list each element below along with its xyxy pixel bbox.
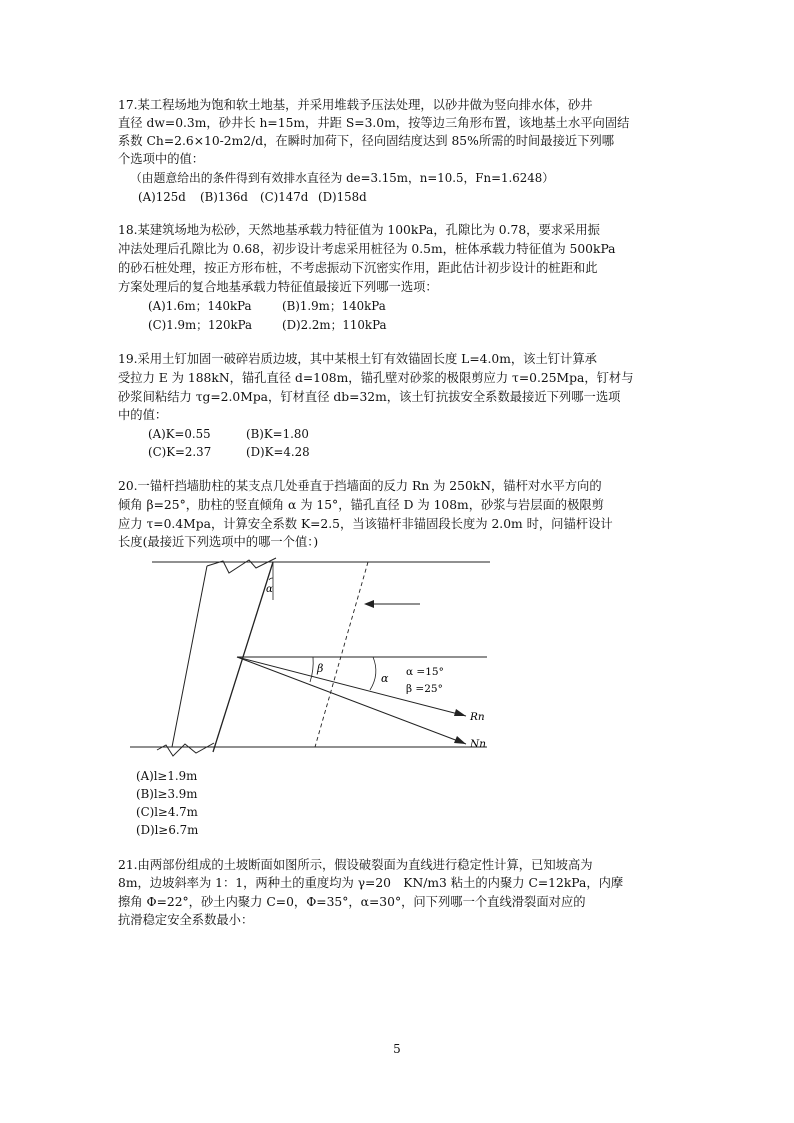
- alpha-top-label: α: [266, 584, 273, 595]
- q20-line-3: 应力 τ=0.4Mpa，计算安全系数 K=2.5，当该锚杆非锚固段长度为 2.0m 时，问锚杆设计: [118, 517, 613, 531]
- alpha-value: α =15°: [406, 666, 444, 678]
- q19-option-b: (B)K=1.80: [246, 427, 309, 441]
- q20-line-2: 倾角 β=25°，肋柱的竖直倾角 α 为 15°，锚孔直径 D 为 108m，砂浆与岩层面的极限剪: [118, 498, 604, 512]
- q20-line-1: 20.一锚杆挡墙肋柱的某支点几处垂直于挡墙面的反力 Rn 为 250kN，锚杆对水平方向的: [118, 479, 602, 493]
- q18-line-2: 冲法处理后孔隙比为 0.68，初步设计考虑采用桩径为 0.5m，桩体承载力特征值为 500kPa: [118, 242, 616, 256]
- q19-line-1: 19.采用土钉加固一破碎岩质边坡，其中某根土钉有效锚固长度 L=4.0m，该土钉计算承: [118, 352, 597, 366]
- nn-label: Nn: [470, 738, 486, 750]
- q18-option-d: (D)2.2m；110kPa: [282, 318, 387, 332]
- q20-option-a: (A)l≥1.9m: [136, 769, 198, 783]
- rn-label: Rn: [470, 711, 485, 723]
- beta-arc: [310, 657, 313, 682]
- q19-option-c: (C)K=2.37: [148, 445, 212, 459]
- q19-option-a: (A)K=0.55: [148, 427, 211, 441]
- q17-option-a: (A)125d: [138, 190, 186, 204]
- q21-line-3: 擦角 Φ=22°，砂土内聚力 C=0，Φ=35°，α=30°，问下列哪一个直线滑裂面对应的: [118, 895, 586, 909]
- force-arrow-head: [364, 600, 374, 608]
- q17-option-b: (B)136d: [200, 190, 248, 204]
- nn-arrow-head: [454, 736, 466, 744]
- alpha-label: α: [381, 672, 389, 685]
- q20-option-d: (D)l≥6.7m: [136, 823, 199, 837]
- q18-option-b: (B)1.9m；140kPa: [282, 299, 386, 313]
- q19-line-3: 砂浆间粘结力 τg=2.0Mpa，钉材直径 db=32m，该土钉抗拔安全系数最接近下列哪一选项: [118, 390, 621, 404]
- wall-bottom-break: [157, 743, 214, 756]
- q20-option-b: (B)l≥3.9m: [136, 787, 198, 801]
- q21-line-2: 8m，边坡斜率为 1：1，两种土的重度均为 γ=20 KN/m3 粘土的内聚力 C=12kPa，内摩: [118, 876, 624, 890]
- q18-line-4: 方案处理后的复合地基承载力特征值最接近下列哪一选项：: [118, 280, 438, 294]
- q20-option-c: (C)l≥4.7m: [136, 805, 198, 819]
- rn-arrow-head: [454, 709, 466, 716]
- q19-line-4: 中的值：: [118, 408, 168, 422]
- q17-line-1: 17.某工程场地为饱和软土地基，并采用堆载予压法处理，以砂井做为竖向排水体，砂井: [118, 98, 593, 112]
- q18-option-c: (C)1.9m；120kPa: [148, 318, 253, 332]
- q21-line-1: 21.由两部份组成的土坡断面如图所示，假设破裂面为直线进行稳定性计算，已知坡高为: [118, 858, 593, 872]
- q18-line-3: 的砂石桩处理，按正方形布桩，不考虑振动下沉密实作用，距此估计初步设计的桩距和此: [118, 261, 598, 275]
- q18-option-a: (A)1.6m；140kPa: [148, 299, 252, 313]
- q19-line-2: 受拉力 E 为 188kN，锚孔直径 d=108m，锚孔壁对砂浆的极限剪应力 τ=0.25Mpa，钉材与: [118, 371, 634, 385]
- beta-label: β: [317, 662, 324, 675]
- alpha-arc: [370, 657, 376, 690]
- q17-line-2: 直径 dw=0.3m，砂井长 h=15m，井距 S=3.0m，按等边三角形布置，该地基土水平向固结: [118, 116, 630, 130]
- wall-left-face: [172, 566, 207, 747]
- q17-line-3: 系数 Ch=2.6×10-2m2/d，在瞬时加荷下，径向固结度达到 85%所需的时间最接近下列哪: [118, 134, 615, 148]
- q17-line-4: 个选项中的值：: [118, 152, 205, 166]
- q17-option-c: (C)147d: [260, 190, 309, 204]
- alpha-top-arc: [269, 578, 273, 580]
- page-number: 5: [393, 1042, 401, 1056]
- q17-given: （由题意给出的条件得到有效排水直径为 de=3.15m，n=10.5，Fn=1.6248）: [130, 171, 555, 185]
- dashed-line: [315, 562, 368, 747]
- wall-top-break: [207, 558, 276, 573]
- q18-line-1: 18.某建筑场地为松砂，天然地基承载力特征值为 100kPa，孔隙比为 0.78，要求采用振: [118, 223, 600, 237]
- q21-line-4: 抗滑稳定安全系数最小：: [118, 913, 254, 927]
- beta-value: β =25°: [406, 683, 443, 695]
- q17-option-d: (D)158d: [318, 190, 367, 204]
- q20-line-4: 长度(最接近下列选项中的哪一个值：): [118, 535, 319, 549]
- q19-option-d: (D)K=4.28: [246, 445, 310, 459]
